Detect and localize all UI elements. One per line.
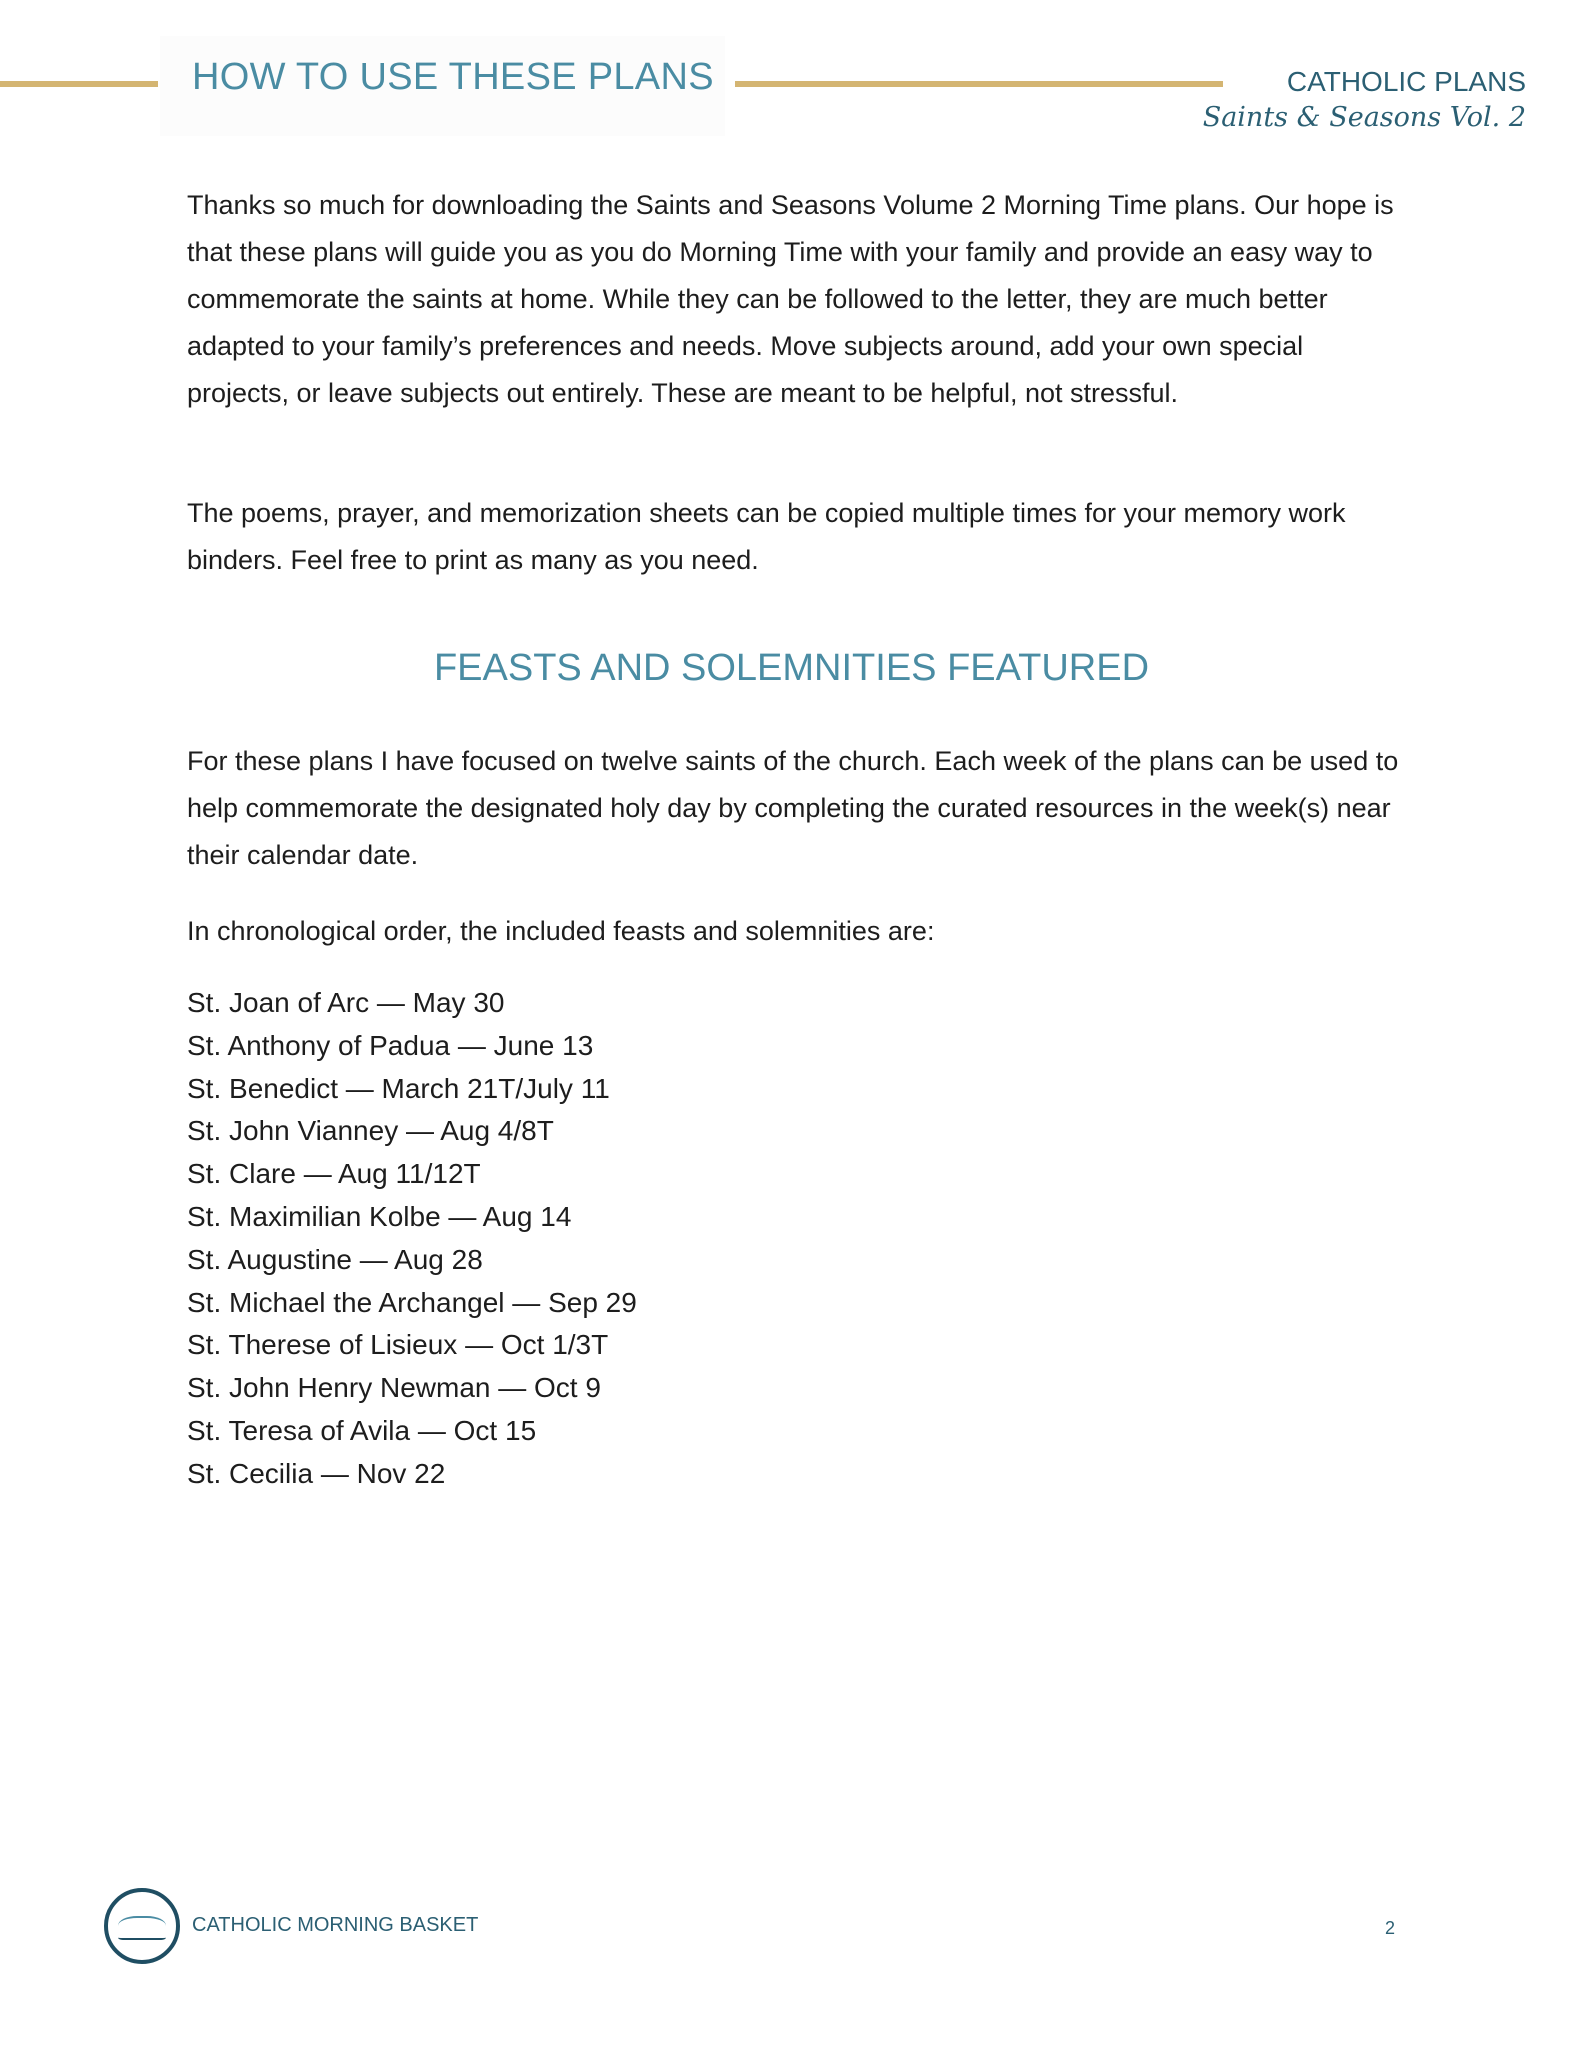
feast-list [187, 982, 637, 1496]
header-rule-right [735, 81, 1223, 87]
feasts-paragraph-1: For these plans I have focused on twelve saints of the church. Each week of the plans can be used to help commemorate the designated holy day by completing the curated resources in the week(s) near their calendar date. [187, 746, 1399, 870]
brand-subtitle: Saints & Seasons Vol. 2 [1202, 102, 1526, 133]
section-heading-feasts: FEASTS AND SOLEMNITIES FEATURED [433, 647, 1150, 689]
page-number: 2 [1385, 1918, 1396, 1938]
feast-item: St. Therese of Lisieux — Oct 1/3T [187, 1329, 609, 1361]
footer-brand-name: CATHOLIC MORNING BASKET [192, 1914, 479, 1936]
feast-item: St. Cecilia — Nov 22 [187, 1457, 446, 1489]
intro-paragraph-2: The poems, prayer, and memorization sheets can be copied multiple times for your memory work binders. Feel free to print as many as you need. [187, 498, 1346, 575]
header-rule-left [0, 81, 158, 87]
feast-item: St. Teresa of Avila — Oct 15 [187, 1414, 537, 1446]
feast-item: St. Benedict — March 21T/July 11 [187, 1072, 610, 1104]
feast-item: St. Maximilian Kolbe — Aug 14 [187, 1200, 572, 1232]
brand-title: CATHOLIC PLANS [1286, 66, 1526, 97]
intro-paragraph-1: Thanks so much for downloading the Saints and Seasons Volume 2 Morning Time plans. Our hope is that these plans will guide you as you do Morning Time with your family and provide an easy way to commemorate the saints at home. While they can be followed to the letter, they are much better adapted to your family’s preferences and needs. Move subjects around, add your own special projects, or leave subjects out entirely. These are meant to be helpful, not stressful. [187, 190, 1394, 408]
feast-item: St. John Vianney — Aug 4/8T [187, 1115, 554, 1147]
feast-item: St. Clare — Aug 11/12T [187, 1158, 481, 1190]
basket-icon [118, 1916, 166, 1940]
page-title: HOW TO USE THESE PLANS [192, 56, 714, 98]
feast-item: St. Anthony of Padua — June 13 [187, 1029, 594, 1061]
morning-basket-logo [104, 1888, 180, 1964]
feasts-paragraph-2: In chronological order, the included feasts and solemnities are: [187, 916, 935, 946]
feast-item: St. Michael the Archangel — Sep 29 [187, 1286, 637, 1318]
feast-item: St. Augustine — Aug 28 [187, 1243, 483, 1275]
feast-item: St. Joan of Arc — May 30 [187, 987, 505, 1018]
feast-item: St. John Henry Newman — Oct 9 [187, 1372, 601, 1404]
